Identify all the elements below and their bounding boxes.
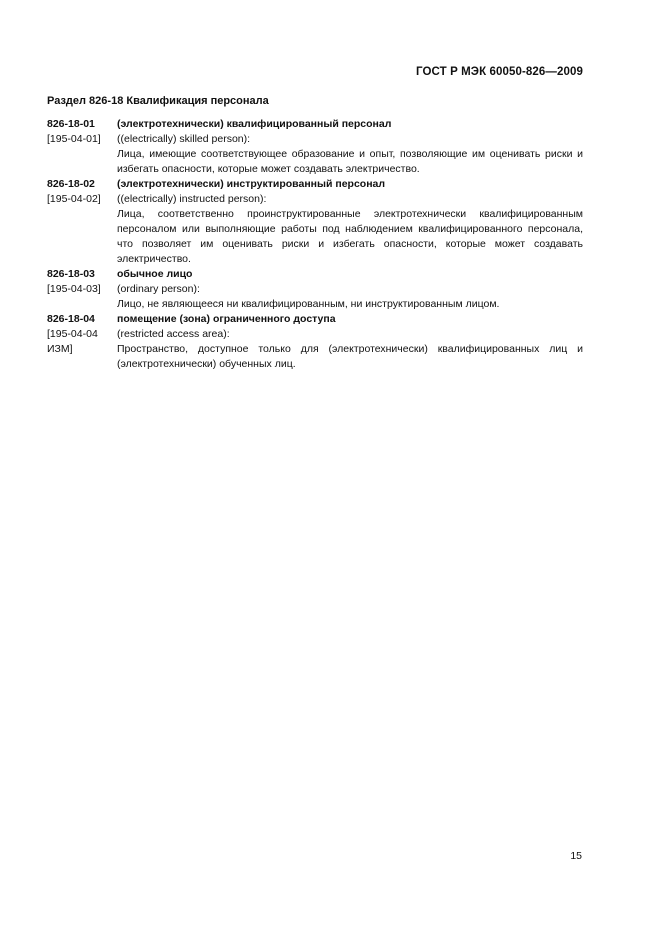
iec-reference: [195-04-04 bbox=[47, 328, 98, 340]
term-row bbox=[47, 177, 583, 192]
definition-row bbox=[47, 147, 583, 177]
iec-reference: [195-04-02] bbox=[47, 193, 101, 205]
term-name: помещение (зона) ограниченного доступа bbox=[117, 313, 336, 325]
term-entry bbox=[47, 177, 583, 267]
standard-designation: ГОСТ Р МЭК 60050-826—2009 bbox=[416, 66, 583, 78]
term-code: 826-18-04 bbox=[47, 313, 95, 325]
term-name: (электротехнически) квалифицированный персонал bbox=[117, 118, 392, 130]
iec-reference: [195-04-01] bbox=[47, 133, 101, 145]
term-entry bbox=[47, 117, 583, 177]
english-row bbox=[47, 132, 583, 147]
term-row bbox=[47, 312, 583, 327]
english-row bbox=[47, 282, 583, 297]
definition-row bbox=[47, 342, 583, 372]
english-equivalent: (ordinary person): bbox=[117, 283, 200, 295]
term-code: 826-18-02 bbox=[47, 178, 95, 190]
term-entries bbox=[47, 117, 583, 372]
term-entry bbox=[47, 312, 583, 372]
english-row bbox=[47, 327, 583, 342]
definition-row bbox=[47, 297, 583, 312]
term-row bbox=[47, 267, 583, 282]
page-number: 15 bbox=[570, 850, 582, 862]
iec-reference-continuation: ИЗМ] bbox=[47, 343, 73, 355]
english-equivalent: ((electrically) instructed person): bbox=[117, 193, 267, 205]
term-definition: Пространство, доступное только для (электротехнически) квалифицированных лиц и (электротехнически) обученных лиц. bbox=[117, 343, 583, 370]
iec-reference: [195-04-03] bbox=[47, 283, 101, 295]
section-title: Раздел 826-18 Квалификация персонала bbox=[47, 95, 269, 107]
term-code: 826-18-03 bbox=[47, 268, 95, 280]
term-definition: Лицо, не являющееся ни квалифицированным, ни инструктированным лицом. bbox=[117, 298, 500, 310]
term-definition: Лица, соответственно проинструктированные электротехнически квалифицированным персоналом или выполняющие работы под наблюдением квалифицированного персонала, что позволяет им оценивать риски и избегать опасности, которые может создавать электричество. bbox=[117, 208, 583, 265]
english-row bbox=[47, 192, 583, 207]
english-equivalent: ((electrically) skilled person): bbox=[117, 133, 251, 145]
term-name: обычное лицо bbox=[117, 268, 193, 280]
term-entry bbox=[47, 267, 583, 312]
definition-row bbox=[47, 207, 583, 267]
term-name: (электротехнически) инструктированный персонал bbox=[117, 178, 386, 190]
term-code: 826-18-01 bbox=[47, 118, 95, 130]
term-definition: Лица, имеющие соответствующее образование и опыт, позволяющие им оценивать риски и избегать опасности, которые может создавать электричество. bbox=[117, 148, 583, 175]
term-row bbox=[47, 117, 583, 132]
english-equivalent: (restricted access area): bbox=[117, 328, 230, 340]
